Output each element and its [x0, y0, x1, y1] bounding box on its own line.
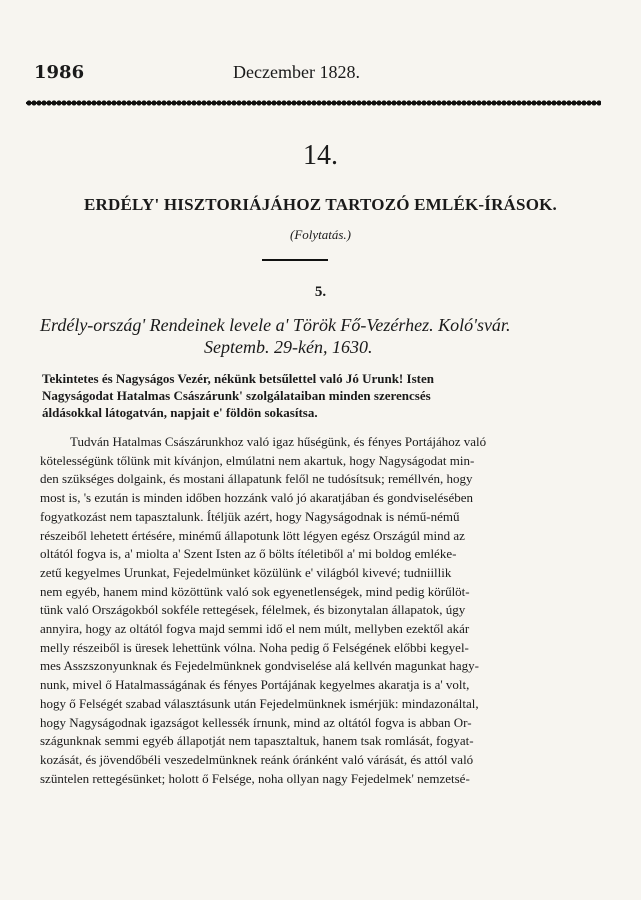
body-line: most is, 's ezután is minden időben hozzánk való jó akaratjában és gondviselésében [40, 490, 474, 506]
document-title-line: Erdély-ország' Rendeinek levele a' Török Fő-Vezérhez. Koló'svár. [40, 315, 511, 335]
salutation [42, 370, 587, 421]
title-rule [262, 259, 328, 261]
body-line: kozását, és jövendőbéli veszedelmünknek reánk óránként való várását, és attól való [40, 751, 474, 767]
continued-note: (Folytatás.) [289, 227, 351, 242]
body-line: mes Asszszonyunknak és Fejedelmünknek gondviselése alá kellvén magunkat hagy- [40, 658, 480, 674]
article-title: ERDÉLY' HISZTORIÁJÁHOZ TARTOZÓ EMLÉK-ÍRÁSOK. [84, 195, 557, 214]
ornamental-divider [26, 96, 601, 110]
page-number: 1986 [34, 62, 85, 83]
body-line: zetű kegyelmes Urunkat, Fejedelmünket közülünk e' világból kivevé; tudniillik [40, 564, 452, 580]
body-line: tünk való Országokból sokféle rettegések, félelmek, és bizonytalan állapatok, úgy [40, 602, 466, 618]
body-line: fogyatkozást nem tapasztalunk. Ítéljük azért, hogy Nagyságodnak is némű-némű [40, 508, 460, 524]
body-line: szágunknak semmi egyéb állapotját nem tapasztaltuk, hanem tsak romlását, fogyat- [40, 733, 474, 749]
body-line: annyira, hogy az oltától fogva majd semmi idő el nem múlt, mellyben ezektől akár [40, 621, 470, 637]
body-line: hogy ő Felségét szabad választásunk után Fejedelmünknek ismérjük: mindazonáltal, [40, 695, 479, 711]
body-line: nem egyéb, hanem mind közöttünk való sok egyenetlenségek, mind pedig körűlöt- [40, 583, 470, 599]
body-line: Tudván Hatalmas Császárunkhoz való igaz hűségünk, és fényes Portájához való [70, 434, 487, 449]
salutation-line: Nagyságodat Hatalmas Császárunk' szolgálataiban minden szerencsés [42, 388, 431, 403]
salutation-line: áldásokkal látogatván, napjait e' földön sokasítsa. [42, 405, 318, 420]
page-header [0, 62, 641, 86]
document-title [40, 314, 605, 358]
letter-body [40, 433, 592, 788]
article-number: 14. [303, 140, 338, 171]
document-number: 5. [314, 284, 327, 300]
body-line: kötelességünk tőlünk mit kívánjon, elmúlatni nem akartuk, hogy Nagyságodat min- [40, 452, 475, 468]
body-line: nunk, mivel ő Hatalmasságának és fényes Portájának kegyelmes akaratja is a' volt, [40, 677, 470, 693]
body-line: hogy Nagyságodnak igazságot kellessék írnunk, mind az oltától fogva is abban Or- [40, 714, 472, 730]
body-line: szüntelen rettegésünket; holott ő Felsége, noha ollyan nagy Fejedelmek' nemzetsé- [40, 770, 470, 786]
salutation-line: Tekintetes és Nagyságos Vezér, nékünk betsűlettel való Jó Urunk! Isten [42, 371, 434, 386]
document-date-line: Septemb. 29-kén, 1630. [204, 337, 373, 357]
body-line: den szükséges dolgaink, és mostani állapatunk felől ne tudósítsuk; reméllvén, hogy [40, 471, 473, 487]
body-line: oltától fogva is, a' miolta a' Szent Isten az ő bölts ítéletiből a' mi boldog emléke- [40, 546, 457, 562]
body-line: melly részeiből is üresek lehettünk vólna. Noha pedig ő Felségének előbbi kegyel- [40, 639, 469, 655]
body-line: részeiből lehetett értésére, minémű állapotunk lött légyen egész Országúl mind az [40, 527, 465, 543]
running-head: Deczember 1828. [233, 62, 360, 82]
